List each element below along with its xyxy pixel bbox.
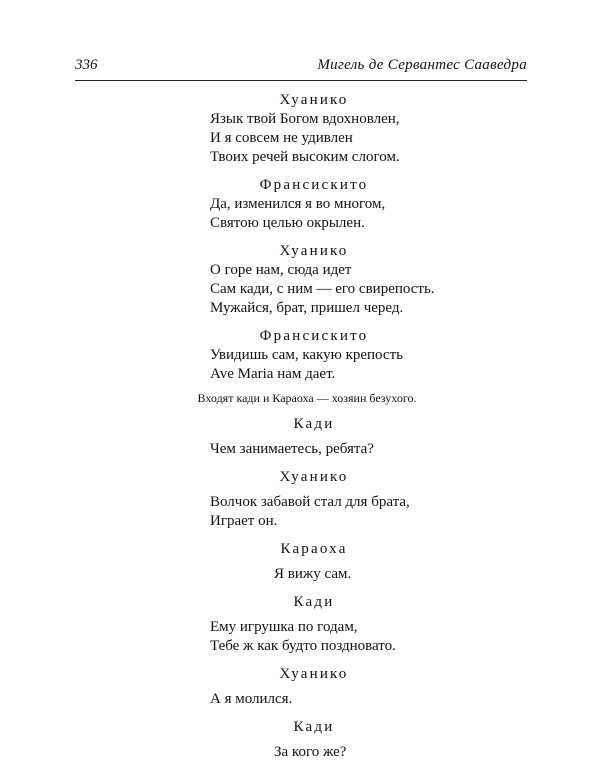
running-title: Мигель де Сервантес Сааведра (317, 57, 527, 73)
verse (210, 261, 600, 318)
speaker-name: Караоха (280, 541, 348, 557)
verse-line: Чем занимаетесь, ребята? (210, 441, 374, 457)
verse-line: Волчок забавой стал для брата, (210, 494, 410, 510)
speaker-name: Хуанико (279, 666, 349, 682)
verse-line: Святою целью окрылен. (210, 215, 365, 231)
verse-line: Ему игрушка по годам, (210, 619, 358, 635)
verse (210, 110, 600, 167)
verse-line: Я вижу сам. (274, 566, 352, 582)
verse (210, 618, 600, 656)
speaker-name: Кади (293, 594, 335, 610)
verse-line: А я молился. (210, 691, 293, 707)
verse-line: За кого же? (274, 744, 347, 760)
play-text (0, 91, 600, 762)
speaker-name: Хуанико (279, 92, 349, 108)
speaker-name: Хуанико (279, 243, 349, 259)
verse-line: Твоих речей высоким слогом. (210, 149, 400, 165)
verse-line: Увидишь сам, какую крепость (210, 347, 403, 363)
page-header (75, 57, 527, 79)
verse (210, 195, 600, 233)
speaker-name: Кади (293, 416, 335, 432)
verse-line: Ave Maria нам дает. (210, 366, 336, 382)
verse (210, 346, 600, 384)
speaker-name: Хуанико (279, 469, 349, 485)
speaker-name: Франсискито (259, 177, 369, 193)
speaker-name: Франсискито (259, 328, 369, 344)
verse-line: О горе нам, сюда идет (210, 262, 352, 278)
verse (210, 440, 600, 459)
verse (274, 565, 600, 584)
verse-line: Тебе ж как будто поздновато. (210, 638, 396, 654)
verse-line: Мужайся, брат, пришел черед. (210, 300, 404, 316)
speaker-name: Кади (293, 719, 335, 735)
verse-line: Играет он. (210, 513, 278, 529)
verse (210, 690, 600, 709)
header-rule (75, 80, 527, 81)
verse-line: Да, изменился я во многом, (210, 196, 386, 212)
page-number: 336 (75, 57, 98, 73)
verse-line: И я совсем не удивлен (210, 130, 353, 146)
verse-line: Язык твой Богом вдохновлен, (210, 111, 400, 127)
verse-line: Сам кади, с ним — его свирепость. (210, 281, 435, 297)
verse (274, 743, 600, 762)
stage-direction: Входят кади и Караоха — хозяин безухого. (197, 391, 417, 405)
verse (210, 493, 600, 531)
